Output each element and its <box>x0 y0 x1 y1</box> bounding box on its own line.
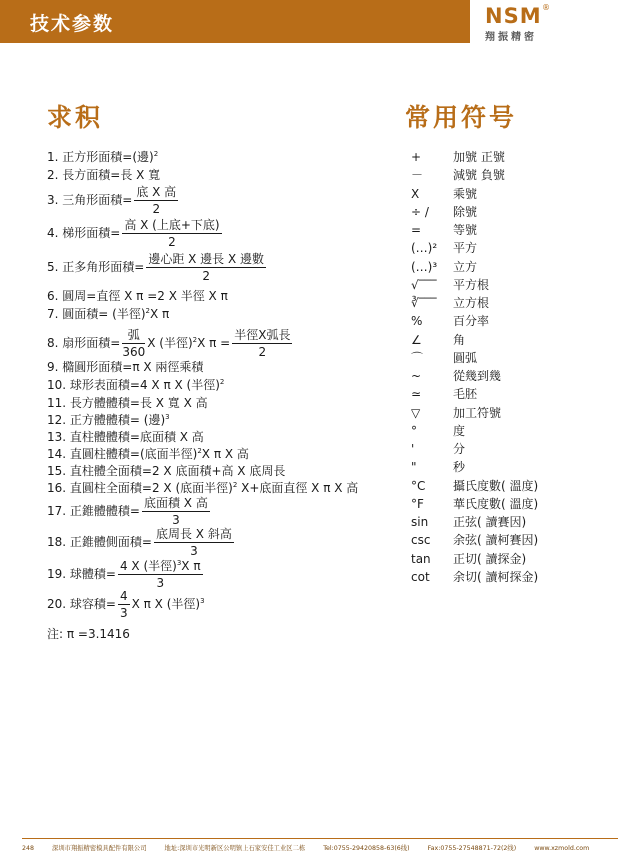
symbol-meaning: 平方根 <box>453 277 490 292</box>
symbol-glyph: sin <box>411 515 429 529</box>
formula-8: 8. 扇形面積= $\frac{\text{弧}}{360}$ X (半徑)$^2$X π = $\frac{\text{半徑X弧長}}{2}$ <box>47 328 291 359</box>
symbol-row <box>0 496 640 513</box>
logo-text: NSM <box>485 4 542 28</box>
symbol-glyph: ° <box>411 423 417 438</box>
symbol-meaning: 分 <box>453 442 466 456</box>
symbol-meaning: 百分率 <box>453 314 490 329</box>
formula-19: 19. 球體積= $\frac{4 X (半徑)^3X \pi}{3}$ <box>47 559 201 590</box>
fraction: $\frac{\text{半徑X弧長}}{2}$ <box>234 328 291 359</box>
symbol-glyph: tan <box>411 551 431 566</box>
symbol-glyph: cot <box>411 569 430 584</box>
page-number: 248 <box>22 845 35 852</box>
symbol-meaning: 秒 <box>453 460 466 475</box>
symbol-glyph: °C <box>411 478 426 493</box>
symbol-meaning: 立方根 <box>453 296 490 310</box>
symbol-glyph: √‾‾‾ <box>411 277 437 292</box>
symbol-meaning: 從幾到幾 <box>453 369 502 383</box>
footer-divider <box>22 838 618 839</box>
fraction: $\frac{\text{高 X (上底+下底)}}{2}$ <box>124 218 220 249</box>
symbol-row <box>0 277 640 294</box>
footer-address: 地址:深圳市光明新区公明镇上石家安佳工业区二栋 <box>164 845 306 852</box>
fraction: $\frac{4 X (半徑)^3X \pi}{3}$ <box>119 559 201 590</box>
symbol-meaning: 乘號 <box>453 186 478 201</box>
formula-10: 10. 球形表面積=4 X π X (半徑)$^2$ <box>47 378 225 392</box>
symbol-meaning: 平方 <box>453 241 478 256</box>
logo-subtitle: 翔振精密 <box>485 32 537 43</box>
symbol-row <box>0 551 640 568</box>
symbol-row <box>0 240 640 257</box>
symbol-row <box>0 478 640 495</box>
symbol-glyph: ∛‾‾‾ <box>411 296 437 310</box>
symbol-meaning: 正弦( 讀賽因) <box>453 515 527 529</box>
symbol-meaning: 等號 <box>453 223 478 237</box>
footer-tel: Tel:0755-29420858-63(6线) <box>323 845 410 852</box>
formula-13: 13. 直柱體體積=底面積 X 高 <box>47 430 204 444</box>
symbol-meaning: 加工符號 <box>453 405 502 420</box>
symbol-meaning: 余切( 讀柯探金) <box>453 569 539 584</box>
symbol-row <box>0 167 640 184</box>
symbol-row <box>0 295 640 312</box>
symbol-meaning: 攝氏度數( 溫度) <box>453 478 539 493</box>
footer <box>22 843 605 852</box>
formula-18: 18. 正錐體側面積= $\frac{\text{底周長 X 斜高}}{3}$ <box>47 527 232 558</box>
formula-5: 5. 正多角形面積= $\frac{\text{邊心距 X 邊長 X 邊數}}{2}$ <box>47 252 265 283</box>
symbol-glyph: ' <box>411 442 415 456</box>
symbol-row <box>0 222 640 239</box>
symbol-meaning: 正切( 讀探金) <box>453 551 527 566</box>
page-title: 技术参数 <box>30 13 115 35</box>
formula-16: 16. 直圓柱全面積=2 X (底面半徑)$^2$ X+底面直徑 X π X 高 <box>47 481 359 495</box>
symbol-glyph: ▽ <box>411 405 421 420</box>
section-title-area-volume: 求积 <box>47 103 104 132</box>
symbol-glyph: X <box>411 186 420 201</box>
fraction: $\frac{\text{底面積 X 高}}{3}$ <box>143 496 208 527</box>
symbol-glyph: °F <box>411 496 424 511</box>
symbol-row <box>0 532 640 549</box>
symbol-glyph: ÷ / <box>411 204 429 219</box>
symbol-glyph: + <box>411 150 422 164</box>
formula-2: 2. 長方面積=長 X 寬 <box>47 168 161 182</box>
fraction: $\frac{\text{底 X 高}}{2}$ <box>136 185 177 216</box>
symbol-row <box>0 259 640 276</box>
symbol-row <box>0 149 640 166</box>
symbol-meaning: 毛胚 <box>453 387 478 402</box>
symbol-row <box>0 423 640 440</box>
formula-4: 4. 梯形面積= $\frac{\text{高 X (上底+下底)}}{2}$ <box>47 218 220 249</box>
logo <box>470 0 640 43</box>
symbol-glyph: (…)³ <box>411 259 438 274</box>
symbol-meaning: 減號 負號 <box>453 168 505 183</box>
section-title-symbols: 常用符号 <box>405 103 518 132</box>
footer-fax: Fax:0755-27548871-72(2线) <box>427 845 517 852</box>
formula-11: 11. 長方體體積=長 X 寬 X 高 <box>47 396 208 410</box>
symbol-glyph: = <box>411 223 422 237</box>
symbol-glyph: (…)² <box>411 241 438 256</box>
footer-company: 深圳市翔振精密模具配件有限公司 <box>52 845 147 852</box>
formula-6: 6. 圓周=直徑 X π =2 X 半徑 X π <box>47 289 228 303</box>
symbol-glyph: ⌒ <box>411 350 424 365</box>
fraction: $\frac{\text{邊心距 X 邊長 X 邊數}}{2}$ <box>148 252 265 283</box>
formula-20: 20. 球容積= $\frac{4}{3}$ X π X (半徑)$^3$ <box>47 589 205 620</box>
symbol-glyph: " <box>411 460 417 475</box>
symbol-glyph: － <box>411 168 424 183</box>
symbol-row <box>0 386 640 403</box>
symbol-row <box>0 459 640 476</box>
symbol-meaning: 除號 <box>453 204 478 219</box>
symbol-meaning: 余弦( 讀柯賽因) <box>453 533 539 548</box>
symbol-row <box>0 204 640 221</box>
symbol-meaning: 加號 正號 <box>453 150 505 164</box>
formula-15: 15. 直柱體全面積=2 X 底面積+高 X 底周長 <box>47 464 286 478</box>
symbol-row <box>0 441 640 458</box>
symbol-row <box>0 514 640 531</box>
symbol-meaning: 度 <box>453 423 466 438</box>
symbol-row <box>0 368 640 385</box>
formula-1: 1. 正方形面積=(邊)$^2$ <box>47 150 159 164</box>
formula-7: 7. 圓面積= (半徑)$^2$X π <box>47 307 170 321</box>
fraction: $\frac{4}{3}$ <box>119 589 128 620</box>
symbol-meaning: 角 <box>453 332 466 347</box>
symbol-row <box>0 313 640 330</box>
footer-website: www.xzmold.com <box>534 845 590 852</box>
symbol-glyph: % <box>411 314 423 329</box>
symbol-meaning: 華氏度數( 溫度) <box>453 496 539 511</box>
logo-registered-mark: ® <box>542 3 550 12</box>
symbol-meaning: 立方 <box>453 259 478 274</box>
formula-14: 14. 直圓柱體積=(底面半徑)$^2$X π X 高 <box>47 447 249 461</box>
pi-note: 注: π =3.1416 <box>47 627 130 641</box>
symbol-row <box>0 332 640 349</box>
fraction: $\frac{\text{底周長 X 斜高}}{3}$ <box>155 527 232 558</box>
formula-9: 9. 橢圓形面積=π X 兩徑乘積 <box>47 360 204 374</box>
fraction: $\frac{\text{弧}}{360}$ <box>122 328 146 359</box>
symbol-glyph: ~ <box>411 369 422 383</box>
symbol-row <box>0 405 640 422</box>
symbol-row <box>0 569 640 586</box>
symbol-glyph: csc <box>411 533 431 548</box>
symbol-row <box>0 350 640 367</box>
formula-3: 3. 三角形面積= $\frac{\text{底 X 高}}{2}$ <box>47 185 177 216</box>
symbol-glyph: ≃ <box>411 387 422 402</box>
symbol-glyph: ∠ <box>411 332 422 347</box>
formula-17: 17. 正錐體體積= $\frac{\text{底面積 X 高}}{3}$ <box>47 496 208 527</box>
symbol-row <box>0 186 640 203</box>
symbol-meaning: 圓弧 <box>453 350 478 365</box>
formula-12: 12. 正方體體積= (邊)$^3$ <box>47 413 170 427</box>
